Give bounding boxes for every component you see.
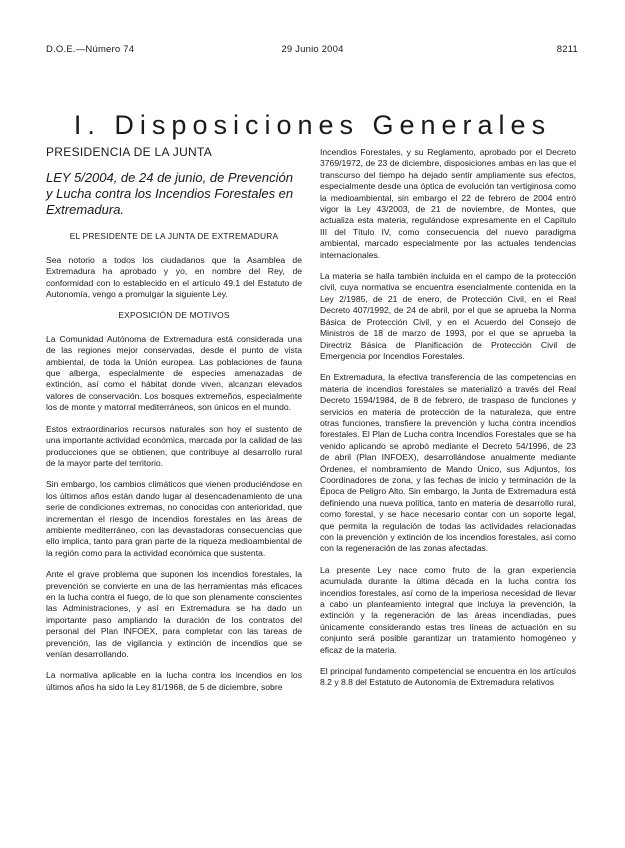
paragraph: Estos extraordinarios recursos naturales son hoy el sustento de una importante actividad económica, marcada por la calidad de las producciones que se obtienen, que contribuye al desarrollo rural de la mayor parte del territorio. (46, 423, 302, 468)
running-header-date: 29 Junio 2004 (281, 44, 344, 55)
intro-paragraph: Sea notorio a todos los ciudadanos que la Asamblea de Extremadura ha aprobado y yo, en nombre del Rey, de conformidad con lo establecido en el artículo 49.1 del Estatuto de Autonomía, vengo a promulgar la siguiente Ley. (46, 254, 302, 300)
paragraph: La materia se halla también incluida en el campo de la protección civil, cuya normativa se encuentra esencialmente contenida en la Ley 2/1985, de 21 de enero, de Protección Civil, en el Real Decreto 407/1992, de 24 de abril, por el que se aprueba la Norma Básica de Protección Civil, y en el Acuerdo del Consejo de Ministros de 18 de marzo de 1993, por el que se aprueba la Directriz Básica de Planificación de Protección Civil de Emergencia por Incendios Forestales. (320, 271, 576, 361)
left-column (46, 147, 302, 703)
exposicion-heading: EXPOSICIÓN DE MOTIVOS (118, 310, 230, 321)
paragraph: Sin embargo, los cambios climáticos que vienen produciéndose en los últimos años están dando lugar al desencadenamiento de una serie de condiciones extremas, no conocidas con anterioridad, que incrementan el riesgo de incendios forestales en las áreas de ambiente mediterráneo, con las devastadoras consecuencias que ello implica, tanto para gran parte de la riqueza medioambiental de la región como para la actividad económica que sustenta. (46, 479, 302, 558)
paragraph: Incendios Forestales, y su Reglamento, aprobado por el Decreto 3769/1972, de 23 de diciembre, disposiciones ambas en las que el transcurso del tiempo ha dejado sentir ampliamente sus efectos, especialmente desde una óptica de evolución tan vertiginosa como la medioambiental, sin embargo el 22 de febrero de 2004 entró vigor la Ley 43/2003, de 21 de noviembre, de Montes, que actualiza esta materia, regulándose expresamente en el Capítulo III del Título IV, como consecuencia del nuevo paradigma ambiental, marcado especialmente por las actuales tendencias internacionales. (320, 147, 576, 260)
page-number: 8211 (556, 44, 578, 55)
paragraph: La normativa aplicable en la lucha contra los incendios en los últimos años ha sido la Ley 81/1968, de 5 de diciembre, sobre (46, 670, 302, 692)
president-heading: EL PRESIDENTE DE LA JUNTA DE EXTREMADURA (69, 231, 279, 242)
paragraph: El principal fundamento competencial se encuentra en los artículos 8.2 y 8.8 del Estatuto de Autonomía de Extremadura relativos (320, 666, 576, 688)
paragraph: Ante el grave problema que suponen los incendios forestales, la prevención se convierte en una de las herramientas más eficaces en la lucha contra el fuego, de lo que son plenamente conscientes las Administraciones, y así en Extremadura se ha dado un importante paso ampliando la duración de los contratos del personal del Plan INFOEX, para completar con las tareas de prevención, las de vigilancia y extinción de incendios que se venían desarrollando. (46, 569, 302, 659)
paragraph: En Extremadura, la efectiva transferencia de las competencias en materia de incendios forestales se materializó a través del Real Decreto 1594/1984, de 8 de febrero, de traspaso de funciones y servicios en materia de protección de la naturaleza, que entre otras funciones, transfiere la prevención y lucha contra incendios forestales. El Plan de Lucha contra Incendios Forestales que se ha venido aplicando se aprobó mediante el Decreto 54/1996, de 23 de abril (Plan INFOEX), desarrollándose anualmente mediante Órdenes, el nombramiento de Mando Único, sus Adjuntos, los Coordinadores de zona, y las fechas de inicio y terminación de la Época de Peligro Alto. Sin embargo, la Junta de Extremadura está definiendo una nueva política, tanto en materia de desarrollo rural, como forestal, y se hace necesario contar con un soporte legal, que permita la regulación de todas las actividades relacionadas con la prevención y extinción de los incendios forestales, así como con la regeneración de las zonas afectadas. (320, 372, 576, 554)
paragraph: La Comunidad Autónoma de Extremadura está considerada una de las regiones mejor conservadas, desde el punto de vista ambiental, de toda la Unión europea. Las poblaciones de fauna que alberga, especialmente de especies amenazadas de extinción, así como el hábitat donde viven, alcanzan elevados valores de conservación. Los bosques extremeños, especialmente los de monte y matorral mediterráneos, son únicos en el mundo. (46, 333, 302, 413)
law-title: LEY 5/2004, de 24 de junio, de Prevención y Lucha contra los Incendios Forestales en Extremadura. (46, 170, 294, 218)
paragraph: La presente Ley nace como fruto de la gran experiencia acumulada durante la última década en la lucha contra los incendios forestales, así como de la imperiosa necesidad de llevar a cabo un planteamiento integral que incluya la prevención, la extinción y la regeneración de las áreas incendiadas, pues únicamente considerando estas tres líneas de actuación en su conjunto será posible garantizar un tratamiento homogéneo y eficaz de la materia. (320, 564, 576, 655)
section-title: I. Disposiciones Generales (73, 110, 552, 141)
right-column (320, 147, 576, 699)
organization-heading: PRESIDENCIA DE LA JUNTA (46, 145, 213, 159)
running-header-left: D.O.E.—Número 74 (46, 44, 135, 55)
